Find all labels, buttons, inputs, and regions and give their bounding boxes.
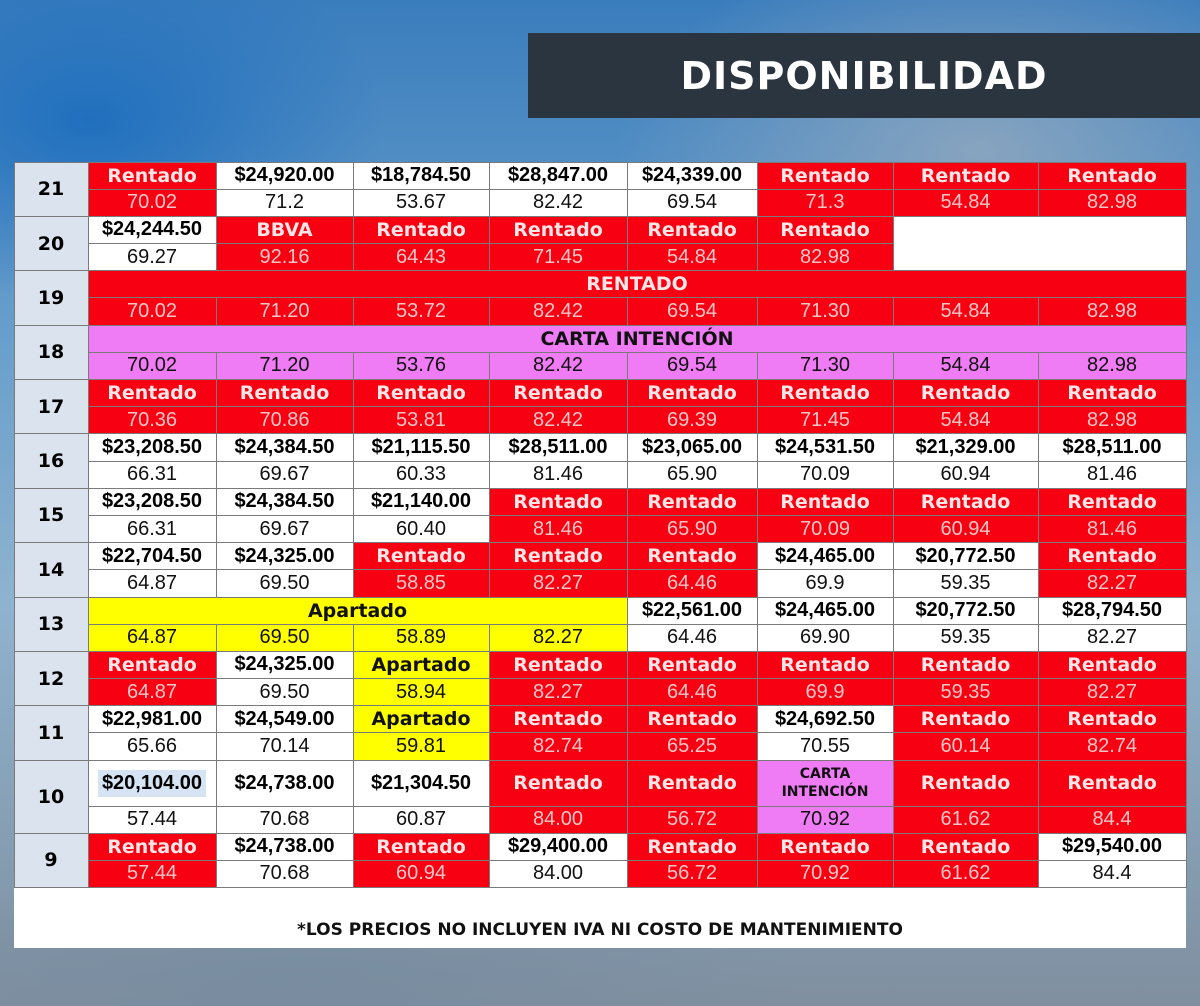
unit-price: $24,738.00: [216, 760, 354, 807]
unit-area: 81.46: [489, 461, 628, 489]
unit-status: Rentado: [627, 651, 758, 679]
unit-area: 66.31: [88, 515, 217, 543]
unit-area: 60.14: [893, 732, 1039, 760]
unit-area: 69.9: [757, 678, 894, 706]
unit-area: 60.33: [353, 461, 490, 489]
unit-status: Rentado: [757, 488, 894, 516]
unit-price: $24,692.50: [757, 705, 894, 733]
unit-area: 71.30: [757, 352, 894, 380]
footnote: *LOS PRECIOS NO INCLUYEN IVA NI COSTO DE MANTENIMIENTO: [297, 920, 903, 940]
unit-status: Apartado: [353, 705, 490, 733]
unit-area: 69.9: [757, 569, 894, 597]
unit-price: $20,772.50: [893, 597, 1039, 625]
unit-area: 82.98: [1038, 297, 1187, 325]
unit-area: 82.27: [1038, 569, 1187, 597]
unit-area: 69.54: [627, 189, 758, 217]
unit-price: $29,400.00: [489, 833, 628, 861]
floor-number: 20: [14, 216, 89, 271]
unit-price: $23,208.50: [88, 488, 217, 516]
unit-area: 65.25: [627, 732, 758, 760]
unit-price: $18,784.50: [353, 162, 490, 190]
unit-area: 70.36: [88, 406, 217, 434]
unit-price: $21,329.00: [893, 433, 1039, 461]
unit-area: 82.42: [489, 297, 628, 325]
unit-price: $23,065.00: [627, 433, 758, 461]
unit-price: $20,772.50: [893, 542, 1039, 570]
highlighted-price: $20,104.00: [98, 770, 206, 797]
unit-area: 70.02: [88, 352, 217, 380]
unit-area: 59.35: [893, 624, 1039, 652]
unit-price: $24,325.00: [216, 542, 354, 570]
unit-price: $24,384.50: [216, 433, 354, 461]
unit-area: 82.27: [489, 569, 628, 597]
unit-area: 70.68: [216, 860, 354, 888]
unit-price: $21,304.50: [353, 760, 490, 807]
unit-area: 59.81: [353, 732, 490, 760]
unit-area: 64.87: [88, 569, 217, 597]
unit-area: 71.45: [757, 406, 894, 434]
unit-status: Rentado: [1038, 542, 1187, 570]
unit-status: Rentado: [489, 379, 628, 407]
unit-area: 57.44: [88, 806, 217, 834]
unit-price: [88, 760, 217, 807]
unit-area: 71.20: [216, 297, 354, 325]
unit-status: Rentado: [627, 833, 758, 861]
unit-area: 82.27: [489, 678, 628, 706]
unit-area: 69.39: [627, 406, 758, 434]
unit-area: 60.94: [353, 860, 490, 888]
floor-status-banner: CARTA INTENCIÓN: [88, 325, 1187, 353]
unit-status: Rentado: [489, 216, 628, 244]
unit-area: 54.84: [893, 297, 1039, 325]
unit-price: $24,244.50: [88, 216, 217, 244]
unit-area: 84.4: [1038, 860, 1187, 888]
unit-status: Rentado: [627, 216, 758, 244]
reserved-banner: Apartado: [88, 597, 628, 625]
unit-area: 69.67: [216, 461, 354, 489]
floor-number: 10: [14, 760, 89, 834]
unit-area: 64.46: [627, 678, 758, 706]
unit-area: 54.84: [893, 406, 1039, 434]
unit-status: Rentado: [353, 833, 490, 861]
unit-status: Rentado: [353, 379, 490, 407]
unit-price: $28,794.50: [1038, 597, 1187, 625]
unit-area: 82.42: [489, 189, 628, 217]
unit-price: $28,511.00: [489, 433, 628, 461]
unit-status: Rentado: [893, 760, 1039, 807]
unit-area: 58.89: [353, 624, 490, 652]
unit-status: Rentado: [893, 705, 1039, 733]
unit-status: Rentado: [757, 833, 894, 861]
unit-area: 82.42: [489, 406, 628, 434]
availability-table: [14, 162, 1186, 888]
unit-area: 84.00: [489, 806, 628, 834]
unit-status: Rentado: [627, 705, 758, 733]
unit-price: $24,531.50: [757, 433, 894, 461]
unit-price: $29,540.00: [1038, 833, 1187, 861]
unit-status: Rentado: [757, 651, 894, 679]
unit-area: 53.72: [353, 297, 490, 325]
unit-area: 66.31: [88, 461, 217, 489]
unit-area: 69.54: [627, 297, 758, 325]
unit-status: Rentado: [489, 705, 628, 733]
unit-area: 53.67: [353, 189, 490, 217]
unit-area: 54.84: [893, 352, 1039, 380]
unit-area: 65.90: [627, 515, 758, 543]
unit-price: $28,847.00: [489, 162, 628, 190]
unit-area: 84.4: [1038, 806, 1187, 834]
unit-status: Rentado: [489, 760, 628, 807]
unit-status: Rentado: [757, 162, 894, 190]
unit-area: 82.27: [1038, 624, 1187, 652]
unit-price: $24,465.00: [757, 597, 894, 625]
unit-area: 82.98: [1038, 189, 1187, 217]
unit-area: 71.30: [757, 297, 894, 325]
unit-area: 70.09: [757, 515, 894, 543]
unit-status: Rentado: [88, 379, 217, 407]
unit-area: 58.94: [353, 678, 490, 706]
unit-price: $24,920.00: [216, 162, 354, 190]
unit-area: 69.54: [627, 352, 758, 380]
unit-price: $22,704.50: [88, 542, 217, 570]
unit-status: Rentado: [627, 760, 758, 807]
unit-area: 60.40: [353, 515, 490, 543]
empty-cell: [893, 216, 1187, 271]
floor-number: 19: [14, 270, 89, 325]
unit-price: $24,549.00: [216, 705, 354, 733]
unit-area: 60.87: [353, 806, 490, 834]
floor-number: 11: [14, 705, 89, 760]
unit-area: 64.46: [627, 624, 758, 652]
unit-area: 60.94: [893, 515, 1039, 543]
unit-status: Rentado: [489, 488, 628, 516]
unit-area: 53.76: [353, 352, 490, 380]
unit-status: Rentado: [893, 651, 1039, 679]
floor-number: 21: [14, 162, 89, 217]
unit-status: Rentado: [88, 651, 217, 679]
unit-price: $21,140.00: [353, 488, 490, 516]
unit-area: 84.00: [489, 860, 628, 888]
unit-area: 56.72: [627, 860, 758, 888]
unit-area: 69.50: [216, 569, 354, 597]
unit-area: 82.74: [1038, 732, 1187, 760]
unit-area: 71.3: [757, 189, 894, 217]
unit-area: 82.27: [1038, 678, 1187, 706]
unit-area: 69.50: [216, 678, 354, 706]
unit-area: 59.35: [893, 678, 1039, 706]
unit-price: $24,465.00: [757, 542, 894, 570]
unit-status: Rentado: [893, 379, 1039, 407]
unit-area: 64.87: [88, 624, 217, 652]
unit-area: 61.62: [893, 806, 1039, 834]
unit-area: 57.44: [88, 860, 217, 888]
page-title: DISPONIBILIDAD: [528, 33, 1200, 118]
unit-area: 70.09: [757, 461, 894, 489]
unit-status: Rentado: [893, 488, 1039, 516]
unit-area: 69.50: [216, 624, 354, 652]
unit-area: 70.68: [216, 806, 354, 834]
unit-price: $22,981.00: [88, 705, 217, 733]
unit-status: Rentado: [627, 379, 758, 407]
unit-price: $24,325.00: [216, 651, 354, 679]
unit-area: 81.46: [1038, 461, 1187, 489]
unit-area: 70.14: [216, 732, 354, 760]
floor-number: 9: [14, 833, 89, 888]
unit-status: Rentado: [627, 488, 758, 516]
floor-number: 18: [14, 325, 89, 380]
unit-area: 70.55: [757, 732, 894, 760]
unit-area: 61.62: [893, 860, 1039, 888]
unit-area: 65.90: [627, 461, 758, 489]
unit-status: Rentado: [489, 542, 628, 570]
unit-status: Rentado: [1038, 705, 1187, 733]
unit-area: 82.98: [757, 243, 894, 271]
unit-status: Rentado: [353, 216, 490, 244]
unit-status: Rentado: [893, 162, 1039, 190]
unit-area: 71.2: [216, 189, 354, 217]
unit-area: 64.87: [88, 678, 217, 706]
unit-status: Rentado: [1038, 760, 1187, 807]
unit-area: 69.90: [757, 624, 894, 652]
unit-status: Rentado: [489, 651, 628, 679]
unit-price: $21,115.50: [353, 433, 490, 461]
unit-area: 71.20: [216, 352, 354, 380]
unit-area: 71.45: [489, 243, 628, 271]
floor-number: 17: [14, 379, 89, 434]
unit-area: 92.16: [216, 243, 354, 271]
unit-area: 82.98: [1038, 406, 1187, 434]
unit-status: Rentado: [893, 833, 1039, 861]
unit-area: 58.85: [353, 569, 490, 597]
unit-area: 60.94: [893, 461, 1039, 489]
floor-number: 15: [14, 488, 89, 543]
unit-area: 70.02: [88, 189, 217, 217]
unit-status: Rentado: [1038, 379, 1187, 407]
unit-status: CARTA INTENCIÓN: [757, 760, 894, 807]
floor-number: 13: [14, 597, 89, 652]
unit-price: $28,511.00: [1038, 433, 1187, 461]
unit-price: $23,208.50: [88, 433, 217, 461]
unit-area: 82.42: [489, 352, 628, 380]
unit-area: 82.27: [489, 624, 628, 652]
unit-area: 81.46: [489, 515, 628, 543]
unit-status: Rentado: [627, 542, 758, 570]
unit-area: 70.92: [757, 860, 894, 888]
floor-number: 16: [14, 433, 89, 488]
unit-area: 82.74: [489, 732, 628, 760]
unit-area: 70.02: [88, 297, 217, 325]
unit-status: Rentado: [757, 216, 894, 244]
unit-area: 69.27: [88, 243, 217, 271]
unit-area: 53.81: [353, 406, 490, 434]
unit-status: Rentado: [353, 542, 490, 570]
unit-price: $22,561.00: [627, 597, 758, 625]
floor-number: 14: [14, 542, 89, 597]
unit-status: Rentado: [216, 379, 354, 407]
unit-status: Rentado: [1038, 488, 1187, 516]
unit-area: 54.84: [627, 243, 758, 271]
unit-area: 70.92: [757, 806, 894, 834]
unit-area: 64.43: [353, 243, 490, 271]
unit-status: Rentado: [757, 379, 894, 407]
unit-status: Rentado: [88, 162, 217, 190]
unit-price: $24,339.00: [627, 162, 758, 190]
unit-status: Apartado: [353, 651, 490, 679]
unit-price: $24,738.00: [216, 833, 354, 861]
unit-area: 65.66: [88, 732, 217, 760]
unit-area: 56.72: [627, 806, 758, 834]
unit-area: 81.46: [1038, 515, 1187, 543]
unit-area: 59.35: [893, 569, 1039, 597]
unit-area: 82.98: [1038, 352, 1187, 380]
unit-status: Rentado: [88, 833, 217, 861]
unit-status: Rentado: [1038, 651, 1187, 679]
floor-number: 12: [14, 651, 89, 706]
unit-area: 69.67: [216, 515, 354, 543]
floor-status-banner: RENTADO: [88, 270, 1187, 298]
unit-price: $24,384.50: [216, 488, 354, 516]
unit-status: Rentado: [1038, 162, 1187, 190]
availability-sheet: [14, 162, 1186, 948]
unit-area: 70.86: [216, 406, 354, 434]
unit-area: 64.46: [627, 569, 758, 597]
unit-area: 54.84: [893, 189, 1039, 217]
unit-status: BBVA: [216, 216, 354, 244]
